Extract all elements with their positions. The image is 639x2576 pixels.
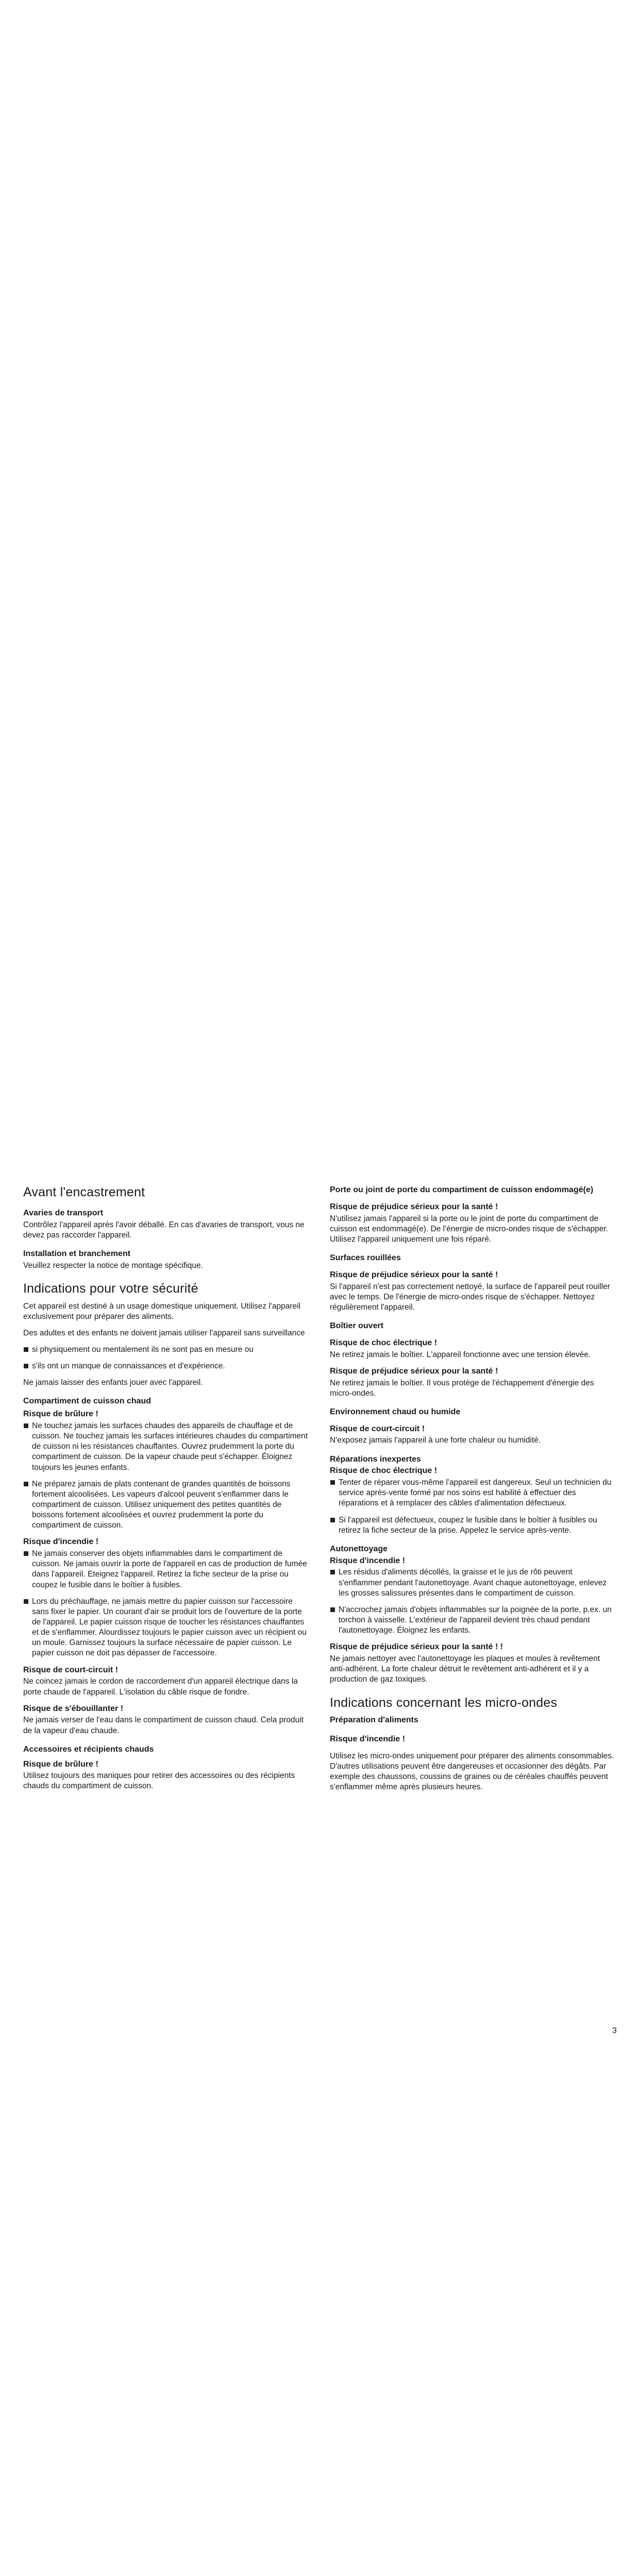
- warning-choc-reparations: Risque de choc électrique !: [330, 1466, 438, 1476]
- warning-incendie-autonettoyage: Risque d'incendie !: [330, 1556, 406, 1565]
- heading-reparations: Réparations inexpertes: [330, 1454, 421, 1464]
- heading-preparation: Préparation d'aliments: [330, 1716, 418, 1725]
- text-avaries-transport: Contrôlez l'appareil après l'avoir déballé. En cas d'avaries de transport, vous ne devez pas raccorder l'appareil.: [23, 1220, 305, 1240]
- text-preparation-aliments: Utilisez les micro-ondes uniquement pour préparer des aliments consommables. D'autres utilisations peuvent être dangereuses et occasionner des dégâts. Par exemple des chaussons, coussins de graines ou de céréales chauffés peuvent s'enflammer même après plusieurs heures.: [330, 1751, 614, 1792]
- warning-incendie-micro-ondes: Risque d'incendie !: [330, 1735, 406, 1744]
- list-item: Ne touchez jamais les surfaces chaudes des appareils de chauffage et de cuisson. Ne touchez jamais les surfaces intérieures chaudes du compartiment de cuisson ni les résistances chauffantes. Ouvrez prudemment la porte du compartiment de cuisson. De la vapeur chaude peut s'échapper. Éloignez toujours les jeunes enfants.: [23, 1421, 309, 1473]
- text-rouille: Si l'appareil n'est pas correctement nettoyé, la surface de l'appareil peut rouiller avec le temps. De l'énergie de micro-ondes risque de s'échapper. Nettoyez régulièrement l'appareil.: [330, 1282, 610, 1312]
- warning-court-circuit-env: Risque de court-circuit !: [330, 1424, 425, 1433]
- warning-incendie: Risque d'incendie !: [23, 1537, 99, 1547]
- heading-environnement: Environnement chaud ou humide: [330, 1407, 461, 1416]
- text-tension: Ne retirez jamais le boîtier. L'appareil fonctionne avec une tension élevée.: [330, 1350, 591, 1359]
- text-surveillance: Des adultes et des enfants ne doivent jamais utiliser l'appareil sans surveillance: [23, 1328, 305, 1337]
- text-maniques: Utilisez toujours des maniques pour retirer des accessoires ou des récipients chauds du compartiment de cuisson.: [23, 1771, 295, 1791]
- text-cordon: Ne coincez jamais le cordon de raccordement d'un appareil électrique dans la porte chaude de l'appareil. L'isolation du câble risque de fondre.: [23, 1677, 298, 1697]
- left-column: [23, 1185, 309, 1798]
- warning-sante-autonettoyage: Risque de préjudice sérieux pour la santé ! !: [330, 1642, 503, 1652]
- warning-sante-rouille: Risque de préjudice sérieux pour la santé !: [330, 1270, 498, 1279]
- list-item: Ne préparez jamais de plats contenant de grandes quantités de boissons fortement alcoolisées. Les vapeurs d'alcool peuvent s'enflammer dans le compartiment de cuisson. Utilisez uniquement des petites quantités de boissons fortement alcoolisées et ouvrez prudemment la porte du compartiment de cuisson.: [23, 1479, 309, 1531]
- warning-choc-boitier: Risque de choc électrique !: [330, 1338, 438, 1347]
- page-number: 3: [612, 2026, 617, 2035]
- list-item: si physiquement ou mentalement ils ne sont pas en mesure ou: [23, 1345, 309, 1355]
- warning-brulure-accessoires: Risque de brûlure !: [23, 1759, 98, 1769]
- list-item: Les résidus d'aliments décollés, la graisse et le jus de rôti peuvent s'enflammer pendant l'autonettoyage. Avant chaque autonettoyage, enlevez les grosses salissures présentes dans le compartiment de cuisson.: [330, 1567, 616, 1598]
- warning-court-circuit: Risque de court-circuit !: [23, 1665, 119, 1674]
- right-column: [330, 1185, 616, 1799]
- text-installation: Veuillez respecter la notice de montage spécifique.: [23, 1261, 203, 1270]
- warning-ebouillanter: Risque de s'ébouillanter !: [23, 1704, 124, 1713]
- warning-brulure: Risque de brûlure !: [23, 1410, 98, 1419]
- heading-installation: Installation et branchement: [23, 1249, 131, 1258]
- text-micro-ondes-echappement: Ne retirez jamais le boîtier. Il vous protège de l'échappement d'énergie des micro-ondes.: [330, 1378, 594, 1398]
- text-usage-domestique: Cet appareil est destiné à un usage domestique uniquement. Utilisez l'appareil exclusivement pour préparer des aliments.: [23, 1301, 301, 1321]
- heading-accessoires-chauds: Accessoires et récipients chauds: [23, 1744, 154, 1754]
- section-title-micro-ondes: Indications concernant les micro-ondes: [330, 1695, 558, 1710]
- heading-boitier-ouvert: Boîtier ouvert: [330, 1321, 384, 1331]
- text-porte-endommagee: N'utilisez jamais l'appareil si la porte ou le joint de porte du compartiment de cuisson est endommagé(e). De l'énergie de micro-ondes risque de s'échapper. Utilisez l'appareil uniquement une fois réparé.: [330, 1214, 609, 1244]
- list-item: Ne jamais conserver des objets inflammables dans le compartiment de cuisson. Ne jamais ouvrir la porte de l'appareil en cas de production de fumée dans l'appareil. Eteignez l'appareil. Retirez la fiche secteur de la prise ou coupez le fusible dans le boîtier à fusibles.: [23, 1549, 309, 1590]
- heading-surfaces-rouillees: Surfaces rouillées: [330, 1253, 401, 1263]
- text-chaleur-humidite: N'exposez jamais l'appareil à une forte chaleur ou humidité.: [330, 1436, 541, 1445]
- heading-porte-endommagee: Porte ou joint de porte du compartiment de cuisson endommagé(e): [330, 1185, 594, 1194]
- section-title-securite: Indications pour votre sécurité: [23, 1281, 198, 1296]
- heading-avaries-transport: Avaries de transport: [23, 1208, 104, 1217]
- heading-compartiment-chaud: Compartiment de cuisson chaud: [23, 1397, 152, 1406]
- list-item: N'accrochez jamais d'objets inflammables sur la poignée de la porte, p.ex. un torchon à vaisselle. L'extérieur de l'appareil devient très chaud pendant l'autonettoyage. Éloignez les enfants.: [330, 1605, 616, 1636]
- warning-sante-boitier: Risque de préjudice sérieux pour la santé !: [330, 1366, 498, 1376]
- list-item: Lors du préchauffage, ne jamais mettre du papier cuisson sur l'accessoire sans fixer le papier. Un courant d'air se produit lors de l'ouverture de la porte de l'appareil. Le papier cuisson risque de toucher les résistances chauffantes et de s'enflammer. Alourdissez toujours le papier cuisson avec un récipient ou un moule. Garnissez toujours la surface nécessaire de papier cuisson. Le papier cuisson ne doit pas dépasser de l'accessoire.: [23, 1597, 309, 1659]
- list-item: s'ils ont un manque de connaissances et d'expérience.: [23, 1361, 309, 1371]
- section-title-avant-encastrement: Avant l'encastrement: [23, 1185, 145, 1199]
- warning-sante-porte: Risque de préjudice sérieux pour la santé !: [330, 1202, 498, 1211]
- text-enfants: Ne jamais laisser des enfants jouer avec l'appareil.: [23, 1378, 203, 1387]
- list-item: Si l'appareil est défectueux, coupez le fusible dans le boîtier à fusibles ou retirez la fiche secteur de la prise. Appelez le service après-vente.: [330, 1515, 616, 1536]
- heading-autonettoyage: Autonettoyage: [330, 1544, 388, 1553]
- text-anti-adherent: Ne jamais nettoyer avec l'autonettoyage les plaques et moules à revêtement anti-adhérent. La forte chaleur détruit le revêtement anti-adhérent et il y a production de gaz toxiques.: [330, 1654, 600, 1684]
- list-item: Tenter de réparer vous-même l'appareil est dangereux. Seul un technicien du service après-vente formé par nos soins est habilité à effectuer des réparations et à remplacer des câbles d'alimentation défectueux.: [330, 1478, 616, 1509]
- text-eau: Ne jamais verser de l'eau dans le compartiment de cuisson chaud. Cela produit de la vapeur d'eau chaude.: [23, 1716, 304, 1735]
